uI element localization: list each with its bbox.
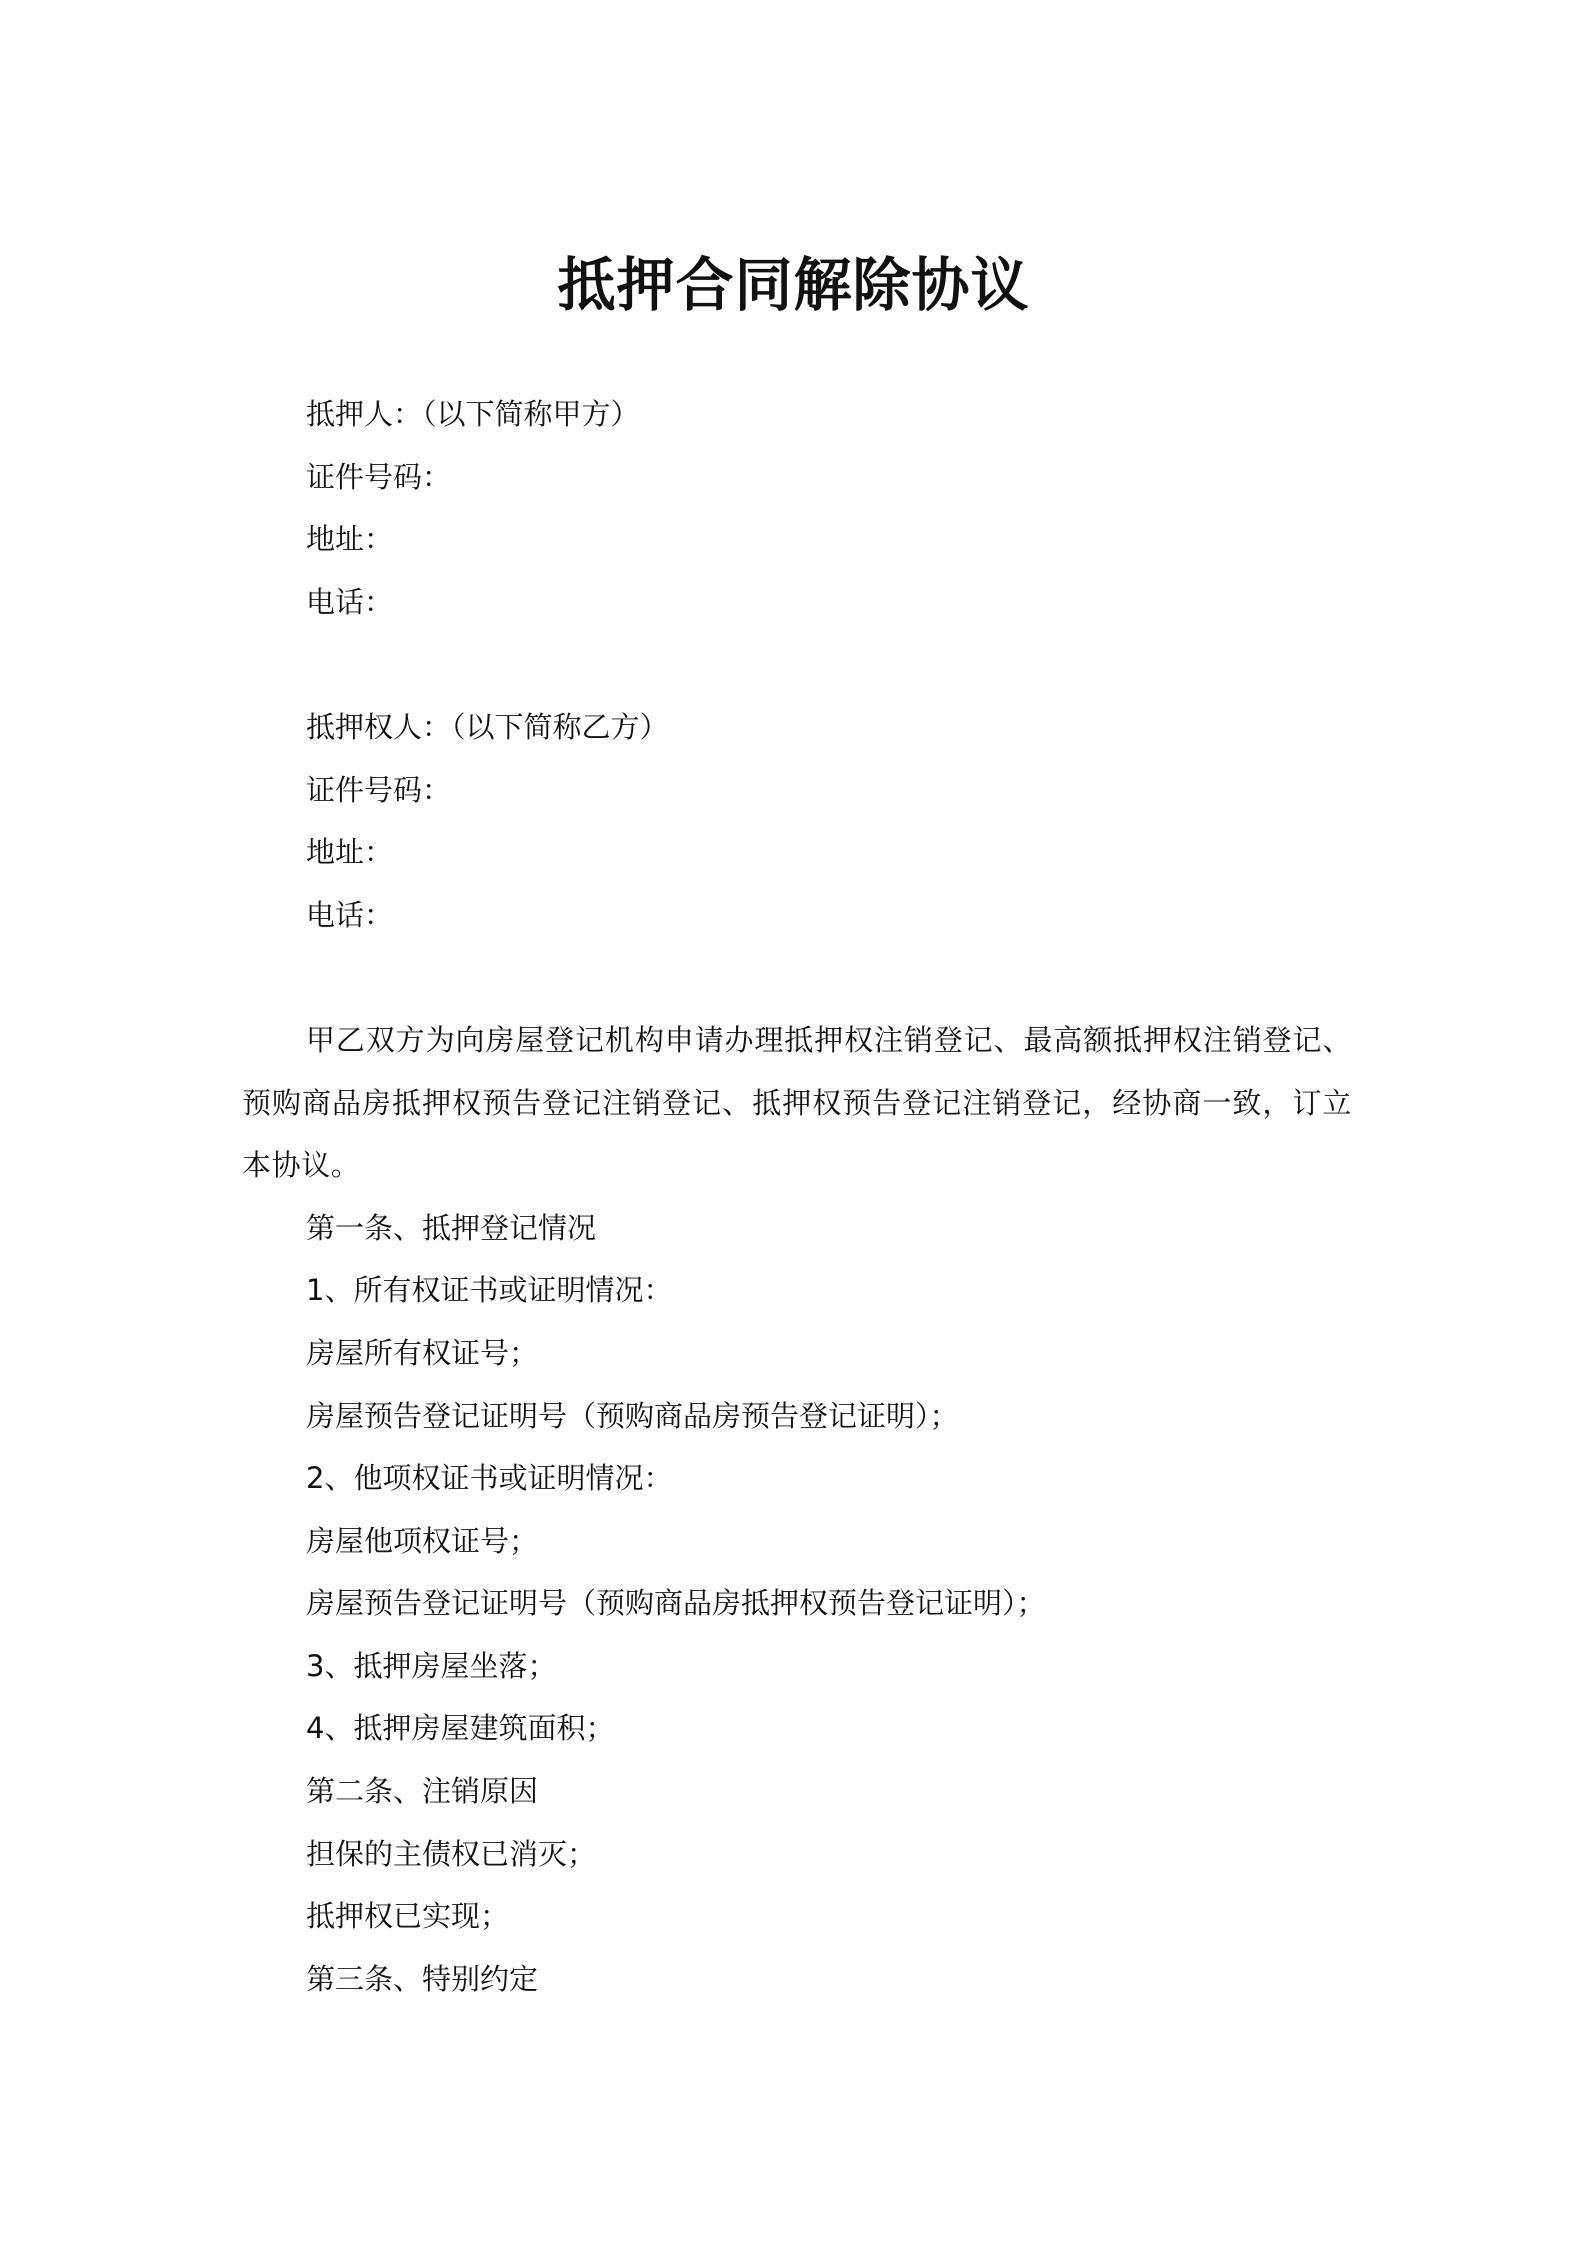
article-2-reason-1: 担保的主债权已消灭； [306, 1836, 597, 1871]
article-1-item-2-b: 房屋预告登记证明号（预购商品房抵押权预告登记证明）； [306, 1586, 1046, 1621]
article-3-heading: 第三条、特别约定 [306, 1961, 539, 1996]
party-a-address-line: 地址： [306, 522, 394, 557]
intro-paragraph: 甲乙双方为向房屋登记机构申请办理抵押权注销登记、最高额抵押权注销登记、预购商品房抵押权预告登记注销登记、抵押权预告登记注销登记，经协商一致，订立本协议。 [242, 1022, 1352, 1183]
party-a-id-line: 证件号码： [306, 459, 452, 494]
article-1-heading: 第一条、抵押登记情况 [306, 1210, 597, 1245]
article-1-item-1-b: 房屋预告登记证明号（预购商品房预告登记证明）； [306, 1398, 959, 1433]
article-1-item-3: 3、抵押房屋坐落； [306, 1648, 557, 1683]
document-title: 抵押合同解除协议 [557, 251, 1030, 319]
party-b-name-line: 抵押权人：（以下简称乙方） [306, 709, 669, 744]
party-b-phone-line: 电话： [306, 897, 394, 932]
article-1-item-4: 4、抵押房屋建筑面积； [306, 1711, 615, 1746]
section-spacer [242, 633, 1352, 696]
party-b-id-line: 证件号码： [306, 772, 452, 807]
article-2-heading: 第二条、注销原因 [306, 1774, 539, 1809]
article-1-item-1-a: 房屋所有权证号； [306, 1335, 539, 1370]
article-1-item-2: 2、他项权证书或证明情况： [306, 1461, 673, 1496]
section-spacer [242, 946, 1352, 1009]
article-2-reason-2: 抵押权已实现； [306, 1899, 510, 1934]
party-a-phone-line: 电话： [306, 584, 394, 619]
party-b-address-line: 地址： [306, 835, 394, 870]
document-body [242, 383, 1352, 2010]
article-1-item-2-a: 房屋他项权证号； [306, 1523, 539, 1558]
article-1-item-1: 1、所有权证书或证明情况： [306, 1273, 673, 1308]
party-a-name-line: 抵押人：（以下简称甲方） [306, 397, 640, 431]
